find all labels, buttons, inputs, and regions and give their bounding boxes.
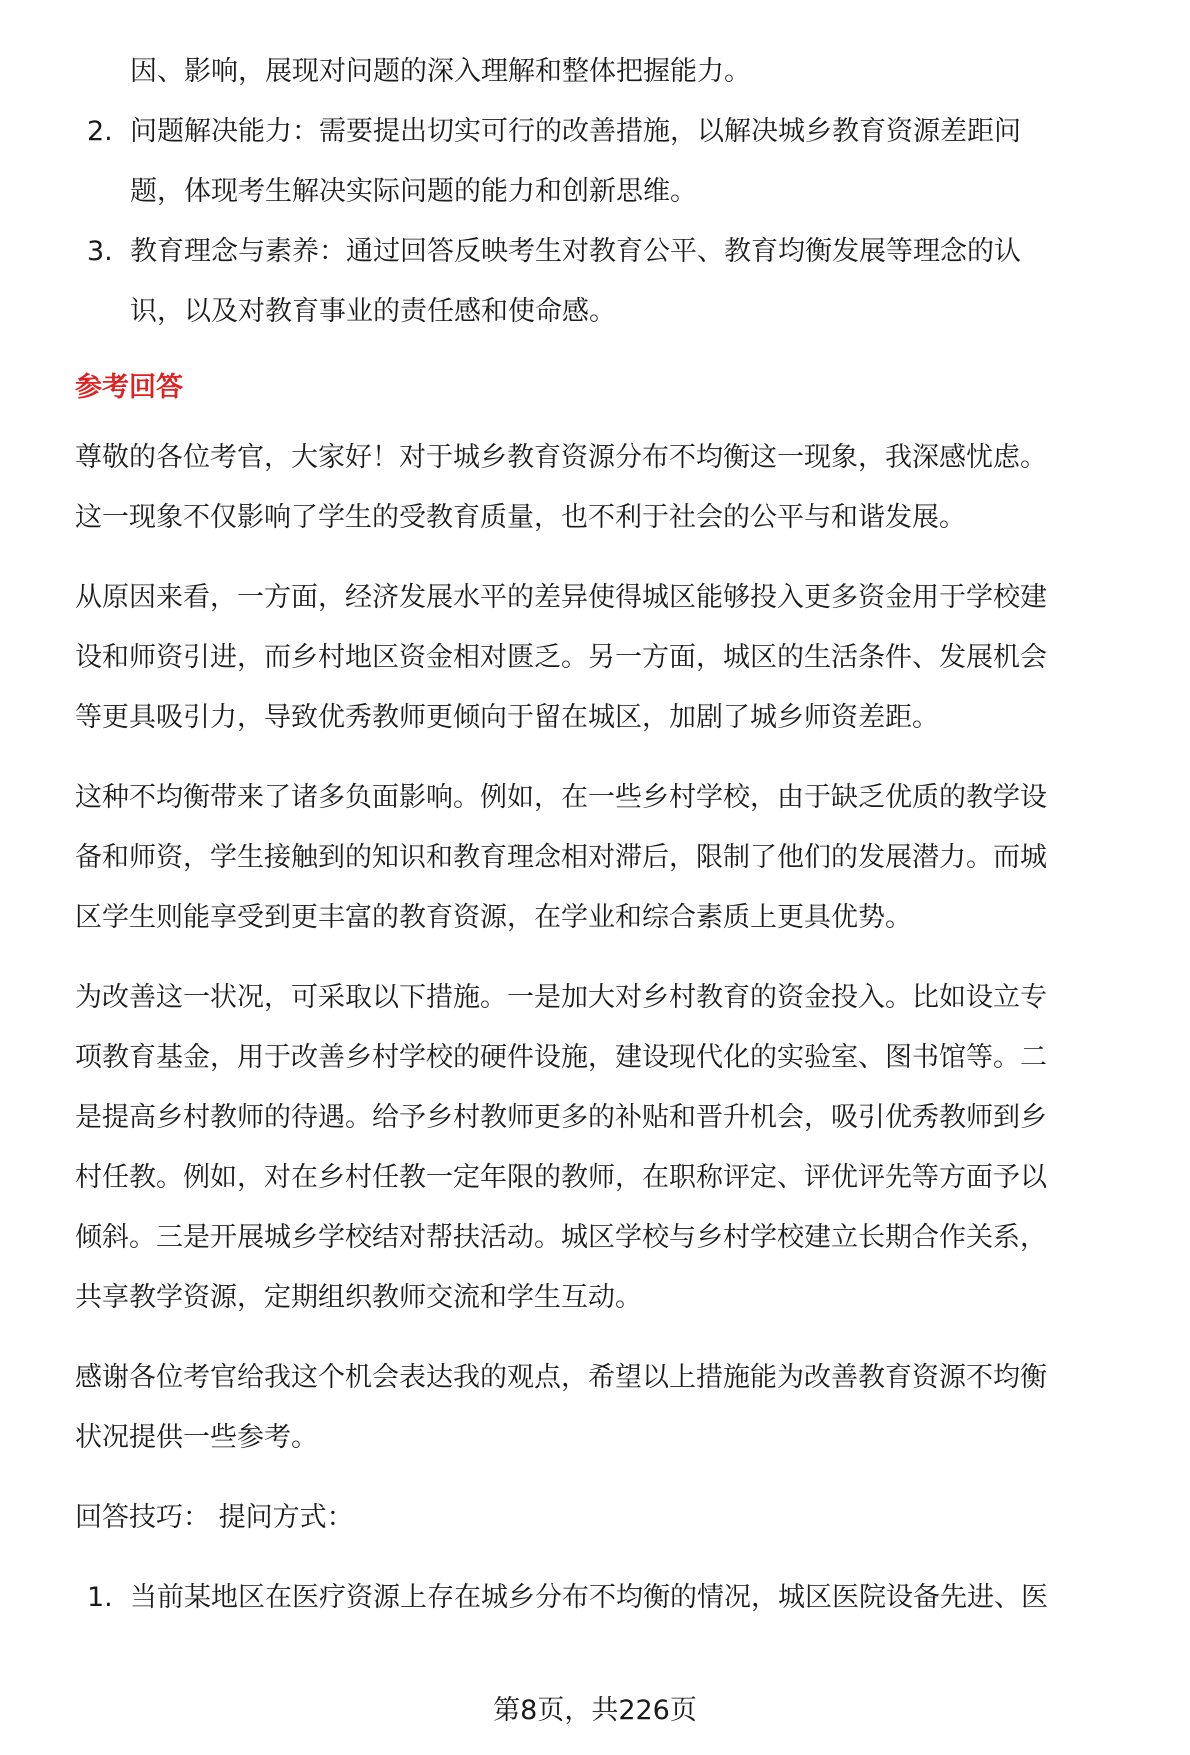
paragraph [75, 568, 1165, 748]
paragraph [75, 768, 1165, 948]
question-text-line: 当前某地区在医疗资源上存在城乡分布不均衡的情况，城区医院设备先进、医 [130, 1582, 1048, 1613]
paragraph [75, 1348, 1165, 1468]
list-item-2 [75, 102, 1165, 222]
paragraph-line: 这种不均衡带来了诸多负面影响。例如，在一些乡村学校，由于缺乏优质的教学设 [75, 782, 1047, 813]
paragraph-line: 备和师资，学生接触到的知识和教育理念相对滞后，限制了他们的发展潜力。而城 [75, 842, 1047, 873]
page-content [75, 42, 1165, 1628]
tips-line: 回答技巧： 提问方式： [75, 1502, 354, 1533]
paragraph-line: 从原因来看，一方面，经济发展水平的差异使得城区能够投入更多资金用于学校建 [75, 582, 1047, 613]
list-item-text-line: 问题解决能力：需要提出切实可行的改善措施，以解决城乡教育资源差距问 [130, 116, 1021, 147]
list-item-text-line: 教育理念与素养：通过回答反映考生对教育公平、教育均衡发展等理念的认 [130, 236, 1021, 267]
paragraph [75, 968, 1165, 1328]
question-item-1 [75, 1568, 1165, 1628]
paragraph-line: 设和师资引进，而乡村地区资金相对匮乏。另一方面，城区的生活条件、发展机会 [75, 642, 1047, 673]
paragraph-line: 是提高乡村教师的待遇。给予乡村教师更多的补贴和晋升机会，吸引优秀教师到乡 [75, 1102, 1047, 1133]
section-heading: 参考回答 [75, 372, 183, 403]
paragraph-line: 状况提供一些参考。 [75, 1422, 318, 1453]
paragraph-line: 尊敬的各位考官，大家好！对于城乡教育资源分布不均衡这一现象，我深感忧虑。 [75, 442, 1047, 473]
list-number: 2. [87, 116, 113, 147]
list-number: 3. [87, 236, 113, 267]
page-footer: 第8页，共226页 [493, 1695, 697, 1726]
list-item-text-line: 题，体现考生解决实际问题的能力和创新思维。 [130, 176, 697, 207]
paragraph-line: 这一现象不仅影响了学生的受教育质量，也不利于社会的公平与和谐发展。 [75, 502, 966, 533]
paragraph-line: 为改善这一状况，可采取以下措施。一是加大对乡村教育的资金投入。比如设立专 [75, 982, 1047, 1013]
list-number: 1. [87, 1582, 113, 1613]
list-item-continuation: 因、影响，展现对问题的深入理解和整体把握能力。 [130, 56, 751, 87]
paragraph-line: 区学生则能享受到更丰富的教育资源，在学业和综合素质上更具优势。 [75, 902, 912, 933]
paragraph-line: 项教育基金，用于改善乡村学校的硬件设施，建设现代化的实验室、图书馆等。二 [75, 1042, 1047, 1073]
list-item-text-line: 识，以及对教育事业的责任感和使命感。 [130, 296, 616, 327]
paragraph-line: 感谢各位考官给我这个机会表达我的观点，希望以上措施能为改善教育资源不均衡 [75, 1362, 1047, 1393]
list-item-3 [75, 222, 1165, 342]
paragraph [75, 428, 1165, 548]
paragraph-line: 倾斜。三是开展城乡学校结对帮扶活动。城区学校与乡村学校建立长期合作关系， [75, 1222, 1047, 1253]
paragraph-line: 共享教学资源，定期组织教师交流和学生互动。 [75, 1282, 642, 1313]
paragraph-line: 等更具吸引力，导致优秀教师更倾向于留在城区，加剧了城乡师资差距。 [75, 702, 939, 733]
paragraph-line: 村任教。例如，对在乡村任教一定年限的教师，在职称评定、评优评先等方面予以 [75, 1162, 1047, 1193]
